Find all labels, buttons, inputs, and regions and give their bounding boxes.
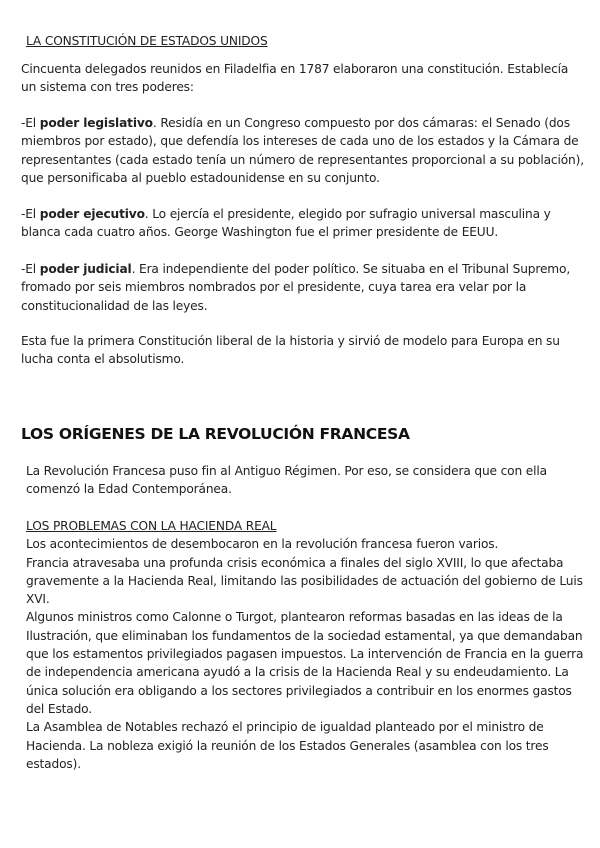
subtitle-hacienda-real: LOS PROBLEMAS CON LA HACIENDA REAL <box>26 519 277 533</box>
paragraph-executive: -El poder ejecutivo. Lo ejercía el presidente, elegido por sufragio universal masculina y blanca cada cuatro años. George Washington fue el primer presidente de EEUU. <box>21 207 551 240</box>
paragraph-hacienda-1: Los acontecimientos de desembocaron en la revolución francesa fueron varios. <box>26 537 499 552</box>
section-hacienda <box>26 517 586 773</box>
term-poder-legislativo: poder legislativo <box>39 116 153 130</box>
heading-french-revolution: LOS ORÍGENES DE LA REVOLUCIÓN FRANCESA <box>21 425 410 443</box>
paragraph-hacienda-2: Francia atravesaba una profunda crisis económica a finales del siglo XVIII, lo que afectaba gravemente a la Hacienda Real, limitando las posibilidades de actuación del gobierno de Luis XVI. <box>26 555 583 607</box>
term-poder-ejecutivo: poder ejecutivo <box>39 207 145 221</box>
paragraph-legislative: -El poder legislativo. Residía en un Congreso compuesto por dos cámaras: el Senado (dos miembros por estado), que defendía los intereses de cada uno de los estados y la Cámara de representantes (cada estado tenía un número de representantes proporcional a su población), que personificaba al pueblo estadounidense en su conjunto. <box>21 116 584 185</box>
paragraph-judicial: -El poder judicial. Era independiente del poder político. Se situaba en el Tribunal Supremo, fromado por seis miembros nombrados por el presidente, cuya tarea era velar por la constitucionalidad de las leyes. <box>21 262 571 313</box>
paragraph-hacienda-4: La Asamblea de Notables rechazó el principio de igualdad planteado por el ministro de Hacienda. La nobleza exigió la reunión de los Estados Generales (asamblea con los tres estados). <box>26 720 549 771</box>
paragraph-intro: Cincuenta delegados reunidos en Filadelfia en 1787 elaboraron una constitución. Establecía un sistema con tres poderes: <box>21 62 569 95</box>
paragraph-french-intro: La Revolución Francesa puso fin al Antiguo Régimen. Por eso, se considera que con ella comenzó la Edad Contemporánea. <box>26 464 547 497</box>
term-poder-judicial: poder judicial <box>39 262 132 276</box>
section-title-us-constitution: LA CONSTITUCIÓN DE ESTADOS UNIDOS <box>26 34 268 48</box>
paragraph-hacienda-3: Algunos ministros como Calonne o Turgot, plantearon reformas basadas en las ideas de la Ilustración, que eliminaban los fundamentos de la sociedad estamental, ya que demandaban que los estamentos privilegiados pagasen impuestos. La intervención de Francia en la guerra de independencia americana ayudó a la crisis de la Hacienda Real y su endeudamiento. La única solución era obligando a los sectores privilegiados a contribuir en los enormes gastos del Estado. <box>26 610 584 716</box>
paragraph-closing: Esta fue la primera Constitución liberal de la historia y sirvió de modelo para Europa en su lucha conta el absolutismo. <box>21 334 560 367</box>
